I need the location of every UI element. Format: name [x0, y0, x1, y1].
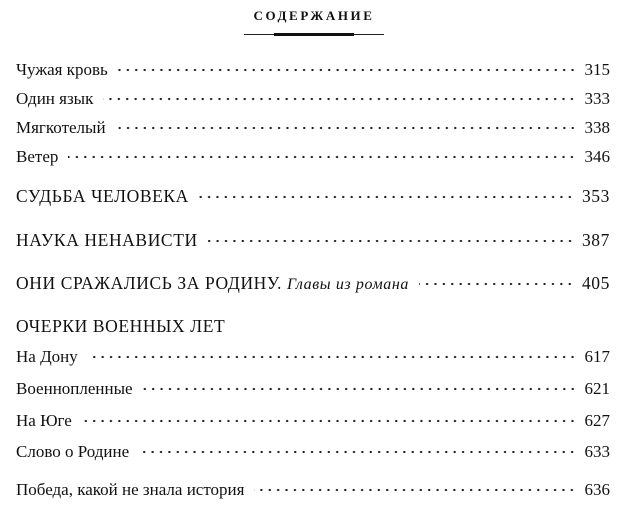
ornament-thick-line — [274, 33, 354, 36]
toc-entry-page: 353 — [581, 186, 610, 206]
toc-entry-title: СУДЬБА ЧЕЛОВЕКА — [16, 186, 189, 206]
heading-ornament-rule — [244, 28, 384, 42]
toc-entry[interactable] — [16, 441, 610, 463]
toc-entry-page: 627 — [584, 411, 610, 430]
toc-entry[interactable] — [16, 185, 610, 207]
toc-entry[interactable] — [16, 479, 610, 501]
toc-entry-title: На Дону — [16, 347, 78, 366]
dot-leader — [116, 126, 577, 130]
toc-header — [0, 8, 628, 42]
dot-leader — [118, 68, 577, 72]
toc-entry[interactable] — [16, 346, 610, 368]
dot-leader — [143, 387, 577, 391]
toc-entry[interactable] — [16, 410, 610, 432]
toc-entry[interactable] — [16, 229, 610, 251]
toc-entry-page: 315 — [584, 60, 610, 79]
dot-leader — [139, 450, 576, 454]
toc-entry-title: Победа, какой не знала история — [16, 480, 245, 499]
toc-entry-page: 333 — [584, 89, 610, 108]
toc-entry-page: 636 — [584, 480, 610, 499]
toc-entry-title: Слово о Родине — [16, 442, 130, 461]
toc-entry-page: 387 — [581, 230, 610, 250]
toc-entry-subtitle: Главы из романа — [287, 276, 410, 293]
toc-entry-title: На Юге — [16, 411, 72, 430]
dot-leader — [88, 355, 577, 359]
section-title: ОЧЕРКИ ВОЕННЫХ ЛЕТ — [16, 316, 226, 336]
toc-entry-title: Ветер — [16, 147, 59, 166]
toc-entry-page: 405 — [581, 273, 610, 293]
toc-entry-page: 617 — [584, 347, 610, 366]
dot-leader — [68, 155, 576, 159]
toc-entry-title: Мягкотелый — [16, 118, 106, 137]
toc-entry[interactable] — [16, 117, 610, 139]
toc-entry-title: НАУКА НЕНАВИСТИ — [16, 230, 198, 250]
toc-entry[interactable] — [16, 59, 610, 81]
dot-leader — [254, 488, 576, 492]
toc-entry[interactable] — [16, 272, 610, 296]
toc-entry-page: 621 — [584, 379, 610, 398]
dot-leader — [199, 195, 574, 199]
toc-entry-title: Военнопленные — [16, 379, 133, 398]
toc-entry-title: ОНИ СРАЖАЛИСЬ ЗА РОДИНУ. — [16, 273, 283, 293]
toc-entry[interactable] — [16, 378, 610, 400]
toc-entry-page: 346 — [584, 147, 610, 166]
toc-entry-page: 633 — [584, 442, 610, 461]
toc-heading: СОДЕРЖАНИЕ — [253, 8, 375, 23]
toc-entry[interactable] — [16, 88, 610, 110]
toc-entry[interactable] — [16, 146, 610, 168]
dot-leader — [419, 282, 574, 286]
toc-entry-title: Один язык — [16, 89, 94, 108]
toc-entry-title: Чужая кровь — [16, 60, 108, 79]
dot-leader — [103, 97, 576, 101]
dot-leader — [208, 239, 574, 243]
dot-leader — [82, 419, 577, 423]
toc-entry-page: 338 — [584, 118, 610, 137]
